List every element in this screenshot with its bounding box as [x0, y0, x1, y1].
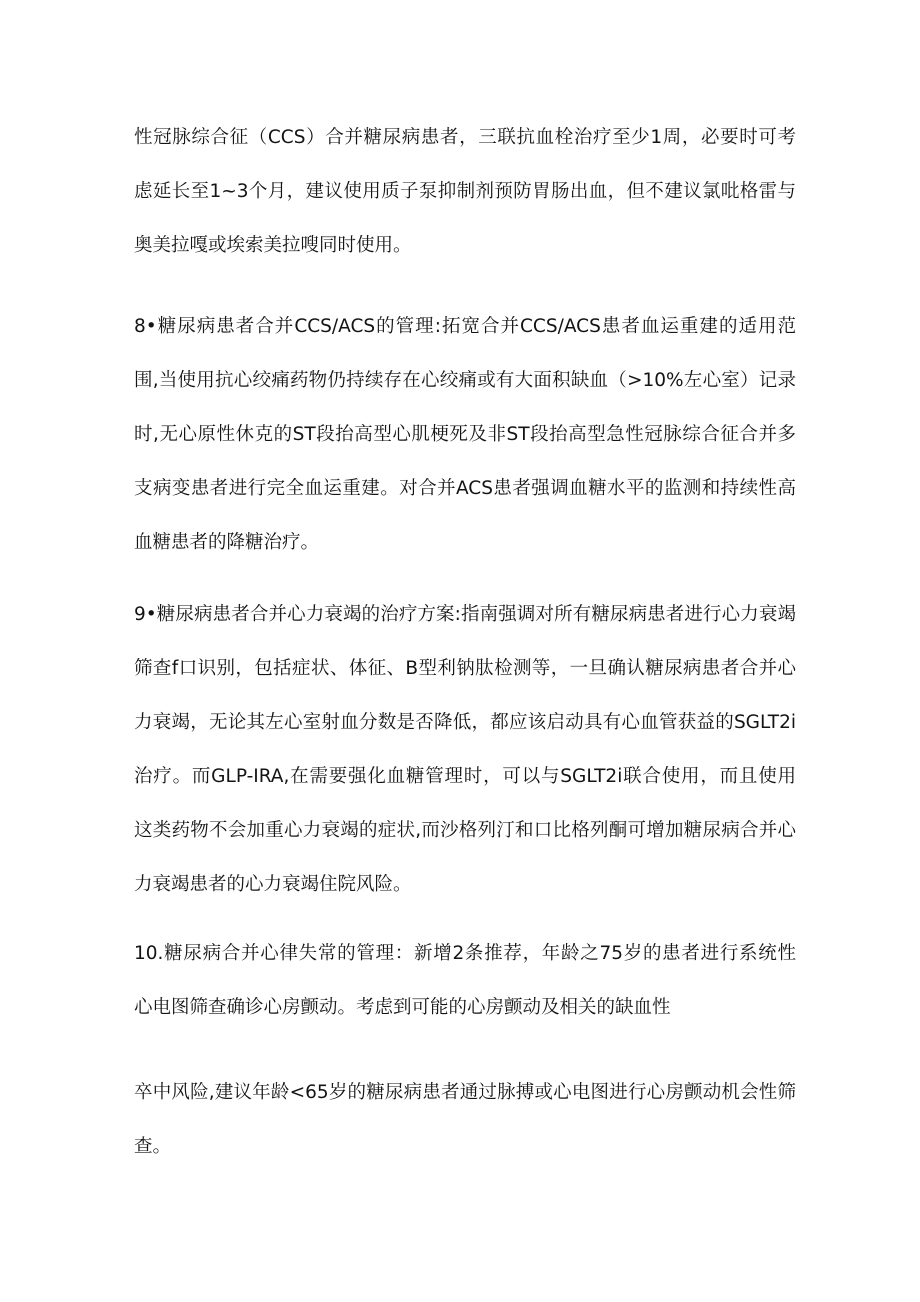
text-line: 查。	[134, 1136, 172, 1157]
paragraph-ccs-triple-therapy	[134, 111, 796, 273]
text-line: 筛查f口识别，包括症状、体征、B型利钠肽检测等，一旦确认糖尿病患者合并心	[134, 658, 796, 679]
text-line: 卒中风险,建议年龄<65岁的糖尿病患者通过脉搏或心电图进行心房颤动机会性筛	[134, 1082, 796, 1103]
text-line: 支病变患者进行完全血运重建。对合并ACS患者强调血糖水平的监测和持续性高	[134, 478, 796, 499]
text-line: 力衰竭，无论其左心室射血分数是否降低，都应该启动具有心血管获益的SGLT2i	[134, 712, 796, 733]
paragraph-item-8-ccs-acs	[134, 300, 796, 570]
text-line: 奥美拉嘎或埃索美拉嗖同时使用。	[134, 235, 412, 256]
text-line: 治疗。而GLP-IRA,在需要强化血糖管理时，可以与SGLT2i联合使用，而且使用	[134, 766, 796, 787]
text-line: 9•糖尿病患者合并心力衰竭的治疗方案:指南强调对所有糖尿病患者进行心力衰竭	[134, 604, 796, 625]
text-line: 性冠脉综合征（CCS）合并糖尿病患者，三联抗血栓治疗至少1周，必要时可考	[134, 127, 796, 148]
paragraph-stroke-screening	[134, 1066, 796, 1174]
paragraph-item-10-arrhythmia	[134, 927, 796, 1035]
text-line: 8•糖尿病患者合并CCS/ACS的管理:拓宽合并CCS/ACS患者血运重建的适用范	[134, 316, 796, 337]
text-line: 血糖患者的降糖治疗。	[134, 532, 320, 553]
text-line: 10.糖尿病合并心律失常的管理：新增2条推荐，年龄之75岁的患者进行系统性	[134, 943, 796, 964]
text-line: 心电图筛查确诊心房颤动。考虑到可能的心房颤动及相关的缺血性	[134, 997, 671, 1018]
text-line: 时,无心原性休克的ST段抬高型心肌梗死及非ST段抬高型急性冠脉综合征合并多	[134, 424, 796, 445]
text-line: 这类药物不会加重心力衰竭的症状,而沙格列汀和口比格列酮可增加糖尿病合并心	[134, 820, 796, 841]
paragraph-item-9-heart-failure	[134, 588, 796, 912]
text-line: 虑延长至1~3个月，建议使用质子泵抑制剂预防胃肠出血，但不建议氯吡格雷与	[134, 181, 796, 202]
text-line: 力衰竭患者的心力衰竭住院风险。	[134, 874, 412, 895]
text-line: 围,当使用抗心绞痛药物仍持续存在心绞痛或有大面积缺血（>10%左心室）记录	[134, 370, 796, 391]
